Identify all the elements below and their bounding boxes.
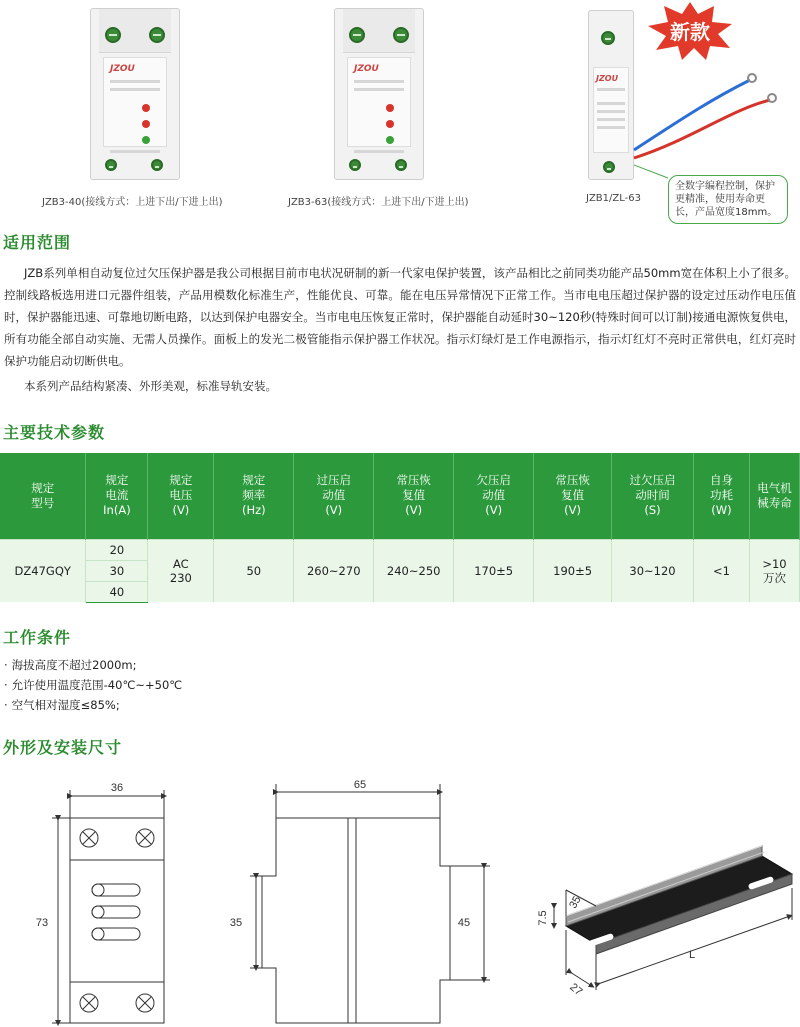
section-title-conditions: 工作条件 [3, 628, 72, 647]
brand-logo: JZOU [596, 74, 619, 83]
brand-logo: JZOU [110, 64, 135, 74]
table-header: 欠压启 动值 (V) [454, 453, 534, 539]
brand-logo: JZOU [354, 64, 379, 74]
table-cell-current: 40 [86, 581, 148, 602]
table-cell-power: <1 [694, 539, 750, 602]
dim-rail-c: 27 [567, 981, 585, 999]
table-cell-over-start: 260~270 [294, 539, 374, 602]
table-header: 规定 频率 (Hz) [214, 453, 294, 539]
list-item: · 允许使用温度范围-40℃~+50℃ [4, 675, 182, 695]
table-cell-frequency: 50 [214, 539, 294, 602]
feature-callout: 全数字编程控制，保护更精准，使用寿命更长，产品宽度18mm。 [668, 175, 788, 224]
table-header: 常压恢 复值 (V) [534, 453, 612, 539]
table-cell-over-recover: 240~250 [374, 539, 454, 602]
table-cell-delay: 30~120 [612, 539, 694, 602]
front-view-drawing [52, 790, 164, 1023]
dim-front-width: 36 [110, 782, 124, 794]
table-header: 过压启 动值 (V) [294, 453, 374, 539]
table-cell-model: DZ47GQY [0, 539, 86, 602]
scope-paragraph: JZB系列单相自动复位过欠压保护器是我公司根据目前市电状况研制的新一代家电保护装置，该产品相比之前同类功能产品50mm宽在体积上小了很多。控制线路板选用进口元器件组装，产品用模数化标准生产，性能优良、可靠。能在电压异常情况下正常工作。当市电电压超过保护器的设定过压动作电压值时，保护器能迅速、可靠地切断电路，以达到保护电器安全。当市电电压恢复正常时，保护器能自动延时30~120秒(特殊时间可以订制)接通电源恢复供电，所有功能全部自动实施、无需人员操作。面板上的发光二极管能指示保护器工作状况。指示灯绿灯是工作电源指示，指示灯红灯不亮时正常供电，红灯亮时保护功能启动切断供电。 [4, 266, 796, 368]
table-header: 常压恢 复值 (V) [374, 453, 454, 539]
side-view-drawing [250, 784, 490, 1023]
conditions-list [4, 655, 182, 715]
dimension-drawings [0, 760, 800, 1027]
new-badge: 新款 [644, 0, 736, 62]
list-item: · 海拔高度不超过2000m; [4, 655, 182, 675]
product-caption: JZB1/ZL-63 [586, 193, 641, 204]
table-header: 过欠压启 动时间 (S) [612, 453, 694, 539]
list-item: · 空气相对湿度≤85%; [4, 695, 182, 715]
dim-side-width: 65 [353, 779, 367, 791]
table-header: 规定 电压 (V) [148, 453, 214, 539]
din-rail-drawing [554, 846, 792, 990]
table-header: 自身 功耗 (W) [694, 453, 750, 539]
table-cell-current: 30 [86, 560, 148, 581]
dim-rail-b: 7.5 [537, 910, 549, 926]
table-cell-voltage: AC 230 [148, 539, 214, 602]
dim-side-outer: 45 [457, 917, 471, 929]
dim-side-inner: 35 [229, 917, 243, 929]
product-caption: JZB3-63(接线方式：上进下出/下进上出) [288, 197, 469, 208]
table-header: 规定 电流 In(A) [86, 453, 148, 539]
table-cell-life: >10 万次 [749, 539, 799, 602]
section-title-dimensions: 外形及安装尺寸 [3, 738, 123, 757]
section-title-params: 主要技术参数 [3, 423, 106, 442]
table-row [0, 539, 800, 560]
dim-front-height: 73 [35, 917, 49, 929]
scope-paragraph-2: 本系列产品结构紧凑、外形美观，标准导轨安装。 [24, 379, 277, 393]
product-caption: JZB3-40(接线方式：上进下出/下进上出) [42, 197, 223, 208]
dim-rail-length: L [688, 949, 696, 961]
dim-rail-a: 35 [567, 894, 584, 911]
section-title-scope: 适用范围 [3, 233, 72, 252]
product-gallery [0, 0, 800, 218]
table-header: 电气机 械寿命 [749, 453, 799, 539]
spec-table [0, 453, 800, 603]
table-header-row [0, 453, 800, 539]
table-cell-under-start: 170±5 [454, 539, 534, 602]
table-cell-under-recover: 190±5 [534, 539, 612, 602]
table-header: 规定 型号 [0, 453, 86, 539]
table-cell-current: 20 [86, 539, 148, 560]
